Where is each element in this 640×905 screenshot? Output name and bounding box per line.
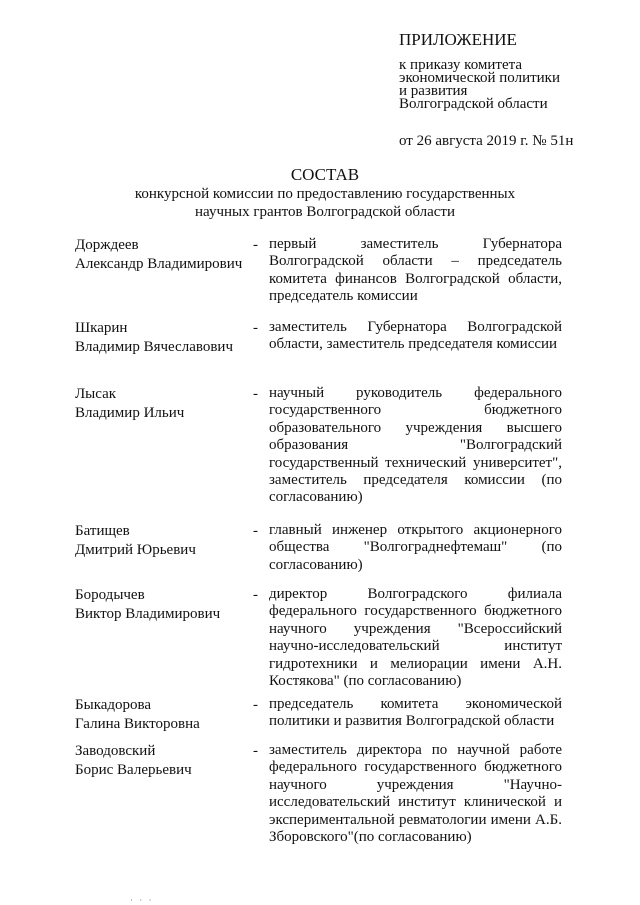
heading-title: СОСТАВ xyxy=(290,165,360,184)
member-row xyxy=(75,522,562,586)
member-name xyxy=(75,586,253,624)
member-given-names: Дмитрий Юрьевич xyxy=(75,542,196,558)
member-dash: - xyxy=(253,697,258,713)
member-dash: - xyxy=(253,386,258,402)
member-name xyxy=(75,696,253,734)
document-heading xyxy=(60,165,590,221)
member-role: заместитель директора по научной работе федерального государственного бюджетного научного учреждения "Научно-исследовательский институт клинической и экспериментальной ревматологии имени А.Б. Зборовского"(по согласованию) xyxy=(269,742,562,846)
appendix-title: ПРИЛОЖЕНИЕ xyxy=(399,30,517,49)
member-name xyxy=(75,522,253,560)
member-surname: Бородычев xyxy=(75,587,145,603)
commission-member-list xyxy=(75,236,562,846)
member-given-names: Александр Владимирович xyxy=(75,256,243,272)
member-surname: Быкадорова xyxy=(75,697,152,713)
member-name xyxy=(75,742,253,780)
member-row xyxy=(75,319,562,385)
scan-artifact: · · · xyxy=(130,895,154,905)
member-row xyxy=(75,696,562,742)
member-surname: Шкарин xyxy=(75,320,128,336)
heading-subtitle-line: конкурсной комиссии по предоставлению государственных xyxy=(134,186,516,202)
member-role: директор Волгоградского филиала федерального государственного бюджетного научного учреждения "Всероссийский научно-исследовательский институт гидротехники и мелиорации имени А.Н. Костякова" (по согласованию) xyxy=(269,586,562,690)
member-given-names: Виктор Владимирович xyxy=(75,606,221,622)
member-role: заместитель Губернатора Волгоградской области, заместитель председателя комиссии xyxy=(269,319,562,353)
member-given-names: Галина Викторовна xyxy=(75,716,200,732)
member-dash: - xyxy=(253,523,258,539)
appendix-line: и развития xyxy=(399,83,468,99)
member-role: главный инженер открытого акционерного общества "Волгограднефтемаш" (по согласованию) xyxy=(269,522,562,573)
member-dash: - xyxy=(253,587,258,603)
member-name xyxy=(75,319,253,357)
member-surname: Батищев xyxy=(75,523,130,539)
heading-subtitle-line: научных грантов Волгоградской области xyxy=(195,204,455,220)
member-given-names: Борис Валерьевич xyxy=(75,762,192,778)
appendix-line: Волгоградской области xyxy=(399,96,548,112)
member-row xyxy=(75,236,562,319)
member-surname: Лысак xyxy=(75,386,117,402)
member-dash: - xyxy=(253,237,258,253)
member-given-names: Владимир Ильич xyxy=(75,405,185,421)
member-row xyxy=(75,742,562,846)
order-date: от 26 августа 2019 г. № 51н xyxy=(399,133,574,149)
member-name xyxy=(75,236,253,274)
appendix-block xyxy=(399,30,599,149)
member-row xyxy=(75,385,562,522)
member-role: научный руководитель федерального государственного бюджетного образовательного учреждения высшего образования "Волгоградский государственный технический университет", заместитель председателя комиссии (по согласованию) xyxy=(269,385,562,506)
member-role: председатель комитета экономической политики и развития Волгоградской области xyxy=(269,696,562,730)
member-dash: - xyxy=(253,743,258,759)
member-row xyxy=(75,586,562,696)
member-name xyxy=(75,385,253,423)
member-surname: Дорждеев xyxy=(75,237,139,253)
member-role: первый заместитель Губернатора Волгоградской области – председатель комитета финансов Волгоградской области, председатель комиссии xyxy=(269,236,562,305)
member-given-names: Владимир Вячеславович xyxy=(75,339,233,355)
appendix-line: экономической политики xyxy=(399,70,561,86)
member-dash: - xyxy=(253,320,258,336)
member-surname: Заводовский xyxy=(75,743,156,759)
appendix-line: к приказу комитета xyxy=(399,57,523,73)
